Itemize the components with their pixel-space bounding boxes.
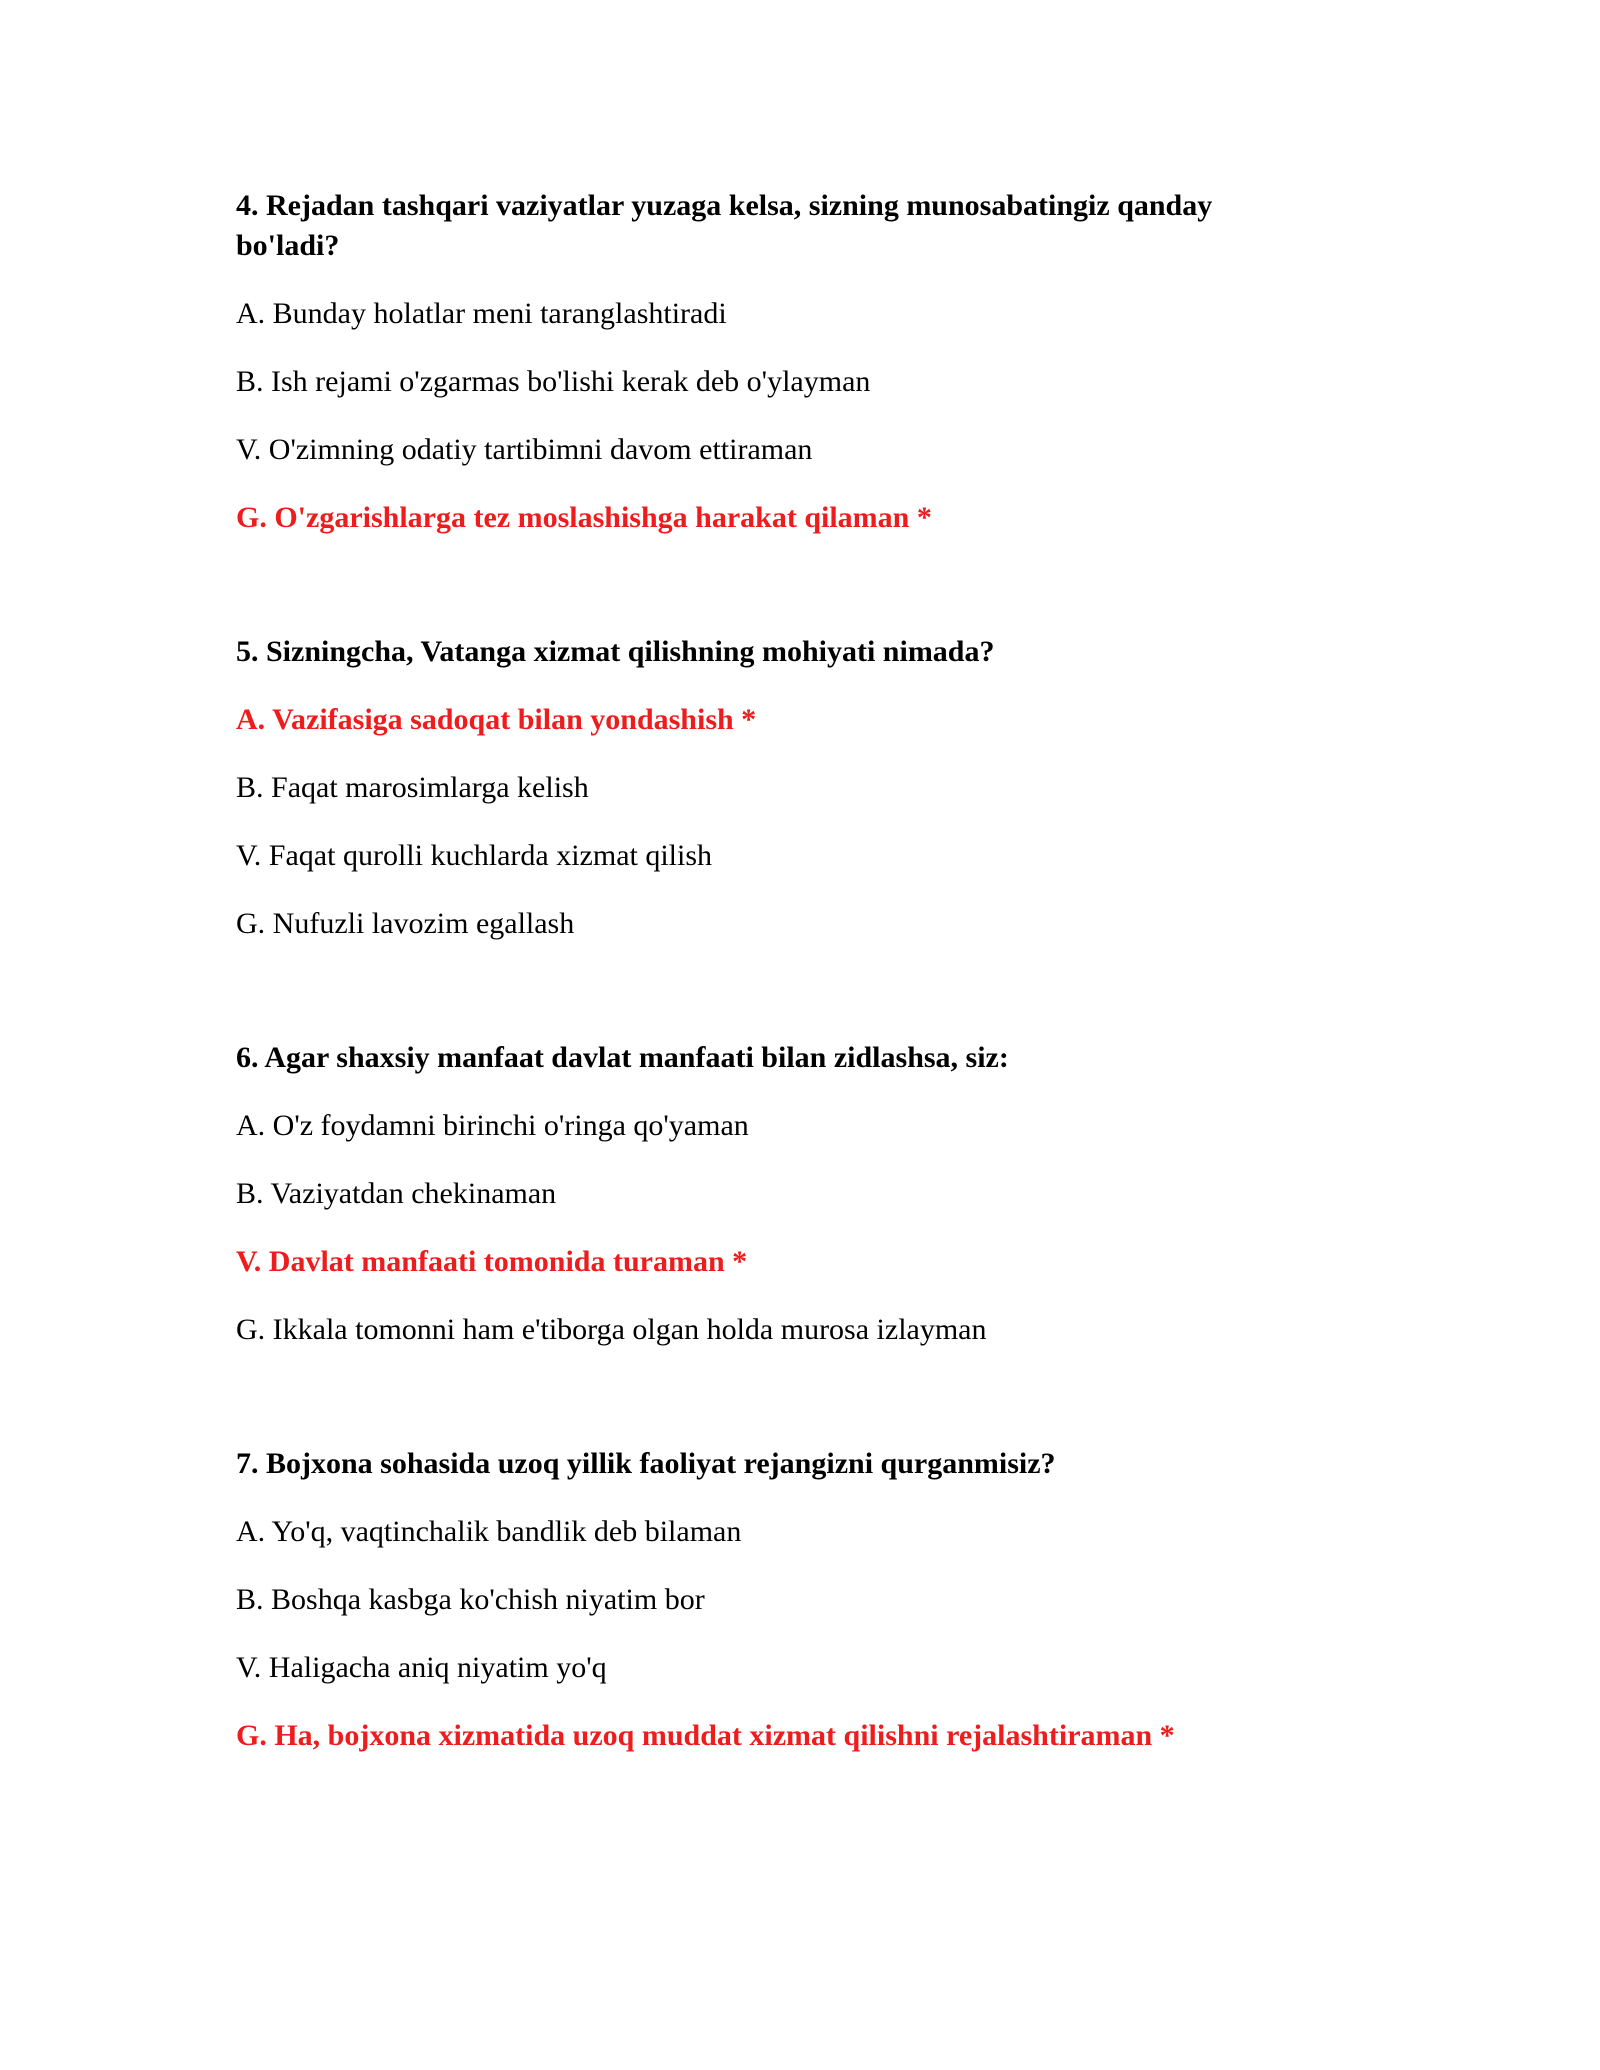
option-g: G. Ikkala tomonni ham e'tiborga olgan holda murosa izlayman: [236, 1313, 987, 1346]
option-v: V. Haligacha aniq niyatim yo'q: [236, 1651, 607, 1684]
option-b: B. Vaziyatdan chekinaman: [236, 1177, 557, 1210]
option-list: [236, 294, 1326, 538]
question-title: 6. Agar shaxsiy manfaat davlat manfaati bilan zidlashsa, siz:: [236, 1041, 1009, 1074]
option-v-correct: V. Davlat manfaati tomonida turaman *: [236, 1245, 748, 1278]
option-b: B. Boshqa kasbga ko'chish niyatim bor: [236, 1583, 705, 1616]
question-7: [236, 1444, 1326, 1756]
option-b: B. Ish rejami o'zgarmas bo'lishi kerak deb o'ylayman: [236, 365, 871, 398]
option-a: A. O'z foydamni birinchi o'ringa qo'yaman: [236, 1109, 749, 1142]
question-5: [236, 632, 1326, 944]
option-a: A. Bunday holatlar meni taranglashtiradi: [236, 297, 727, 330]
option-g: G. Nufuzli lavozim egallash: [236, 907, 575, 940]
option-list: [236, 1106, 1326, 1350]
option-g-correct: G. Ha, bojxona xizmatida uzoq muddat xizmat qilishni rejalashtiraman *: [236, 1719, 1175, 1752]
option-list: [236, 700, 1326, 944]
option-a: A. Yo'q, vaqtinchalik bandlik deb bilaman: [236, 1515, 742, 1548]
option-g-correct: G. O'zgarishlarga tez moslashishga harakat qilaman *: [236, 501, 932, 534]
option-v: V. Faqat qurolli kuchlarda xizmat qilish: [236, 839, 713, 872]
option-list: [236, 1512, 1326, 1756]
question-title: 5. Sizningcha, Vatanga xizmat qilishning mohiyati nimada?: [236, 635, 995, 668]
question-title: 4. Rejadan tashqari vaziyatlar yuzaga kelsa, sizning munosabatingiz qanday bo'ladi?: [236, 189, 1213, 262]
option-b: B. Faqat marosimlarga kelish: [236, 771, 589, 804]
question-4: [236, 186, 1326, 538]
option-v: V. O'zimning odatiy tartibimni davom ettiraman: [236, 433, 813, 466]
question-title: 7. Bojxona sohasida uzoq yillik faoliyat rejangizni qurganmisiz?: [236, 1447, 1056, 1480]
question-6: [236, 1038, 1326, 1350]
option-a-correct: A. Vazifasiga sadoqat bilan yondashish *: [236, 703, 757, 736]
document-page: [236, 0, 1326, 2070]
